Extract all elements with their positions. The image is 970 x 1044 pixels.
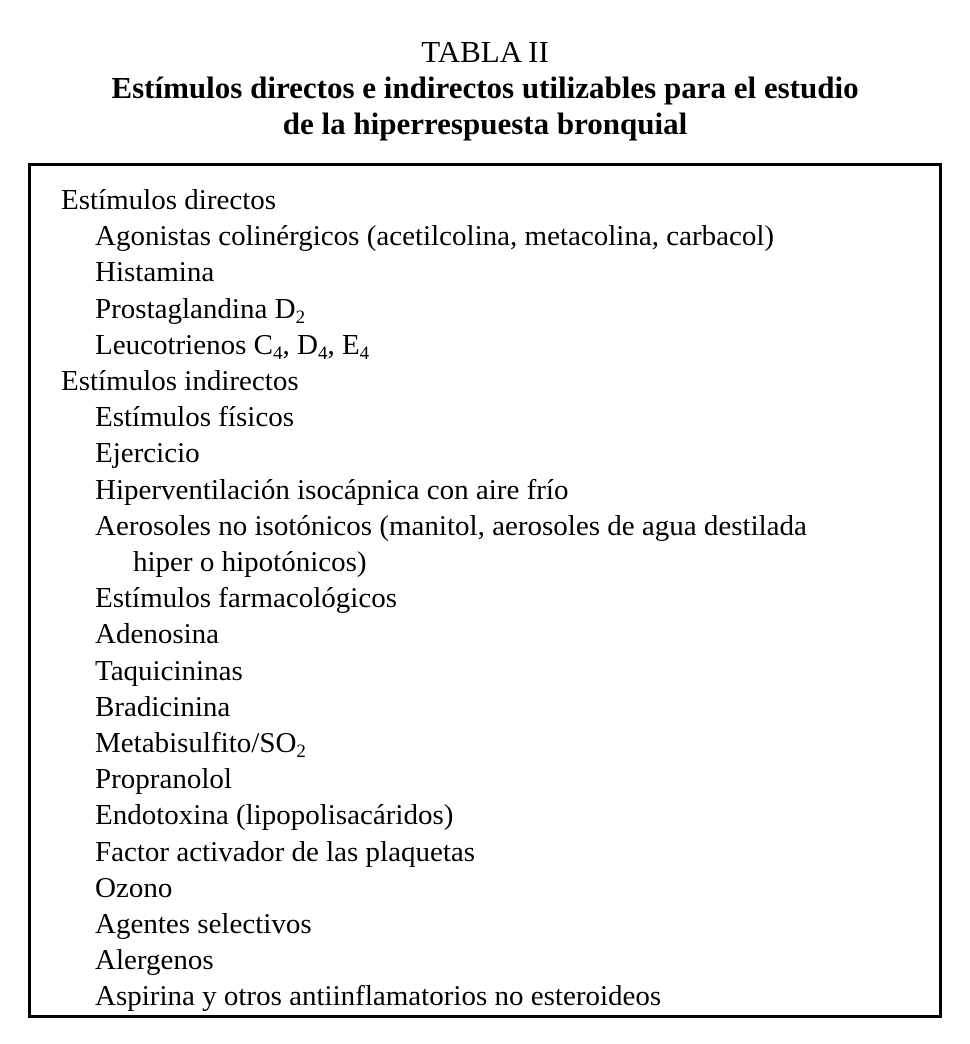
table-box xyxy=(28,163,942,1018)
leukotrienes-text: Leucotrienos C xyxy=(95,328,273,361)
list-item-paf: Factor activador de las plaquetas xyxy=(95,835,476,868)
list-item-leukotrienes xyxy=(61,327,931,363)
list-item-aerosols-continued: hiper o hipotónicos) xyxy=(133,546,367,579)
list-item-prostaglandin xyxy=(61,291,931,327)
table-title-block xyxy=(0,34,970,142)
list-item-agonists: Agonistas colinérgicos (acetilcolina, metacolina, carbacol) xyxy=(95,220,775,253)
list-item-pharmacological: Estímulos farmacológicos xyxy=(95,582,398,615)
list-item-metabisulfite xyxy=(61,725,931,761)
table-caption-line-2: de la hiperrespuesta bronquial xyxy=(282,106,688,141)
list-item-tachykinins: Taquicininas xyxy=(95,654,243,687)
leukotriene-d-text: , D xyxy=(282,328,318,361)
list-item-histamine: Histamina xyxy=(95,256,215,289)
table-caption-line-1: Estímulos directos e indirectos utilizables para el estudio xyxy=(111,70,859,105)
list-item-selective-agents: Agentes selectivos xyxy=(95,908,312,941)
metabisulfite-subscript: 2 xyxy=(296,741,306,763)
leukotriene-e-text: , E xyxy=(327,328,360,361)
section-heading-indirect: Estímulos indirectos xyxy=(61,365,299,398)
metabisulfite-text: Metabisulfito/SO xyxy=(95,727,297,760)
section-heading-direct: Estímulos directos xyxy=(61,184,277,216)
list-item-exercise: Ejercicio xyxy=(95,437,200,470)
prostaglandin-text: Prostaglandina D xyxy=(95,292,296,325)
list-item-hyperventilation: Hiperventilación isocápnica con aire frío xyxy=(95,473,569,506)
list-item-allergens: Alergenos xyxy=(95,944,214,977)
list-item-propranolol: Propranolol xyxy=(95,763,232,796)
list-item-aspirin: Aspirina y otros antiinflamatorios no esteroideos xyxy=(95,980,662,1013)
list-item-physical: Estímulos físicos xyxy=(95,401,294,434)
list-item-aerosols: Aerosoles no isotónicos (manitol, aerosoles de agua destilada xyxy=(95,509,807,542)
table-body xyxy=(61,182,931,1015)
leukotriene-c-subscript: 4 xyxy=(272,342,283,364)
leukotriene-d-subscript: 4 xyxy=(317,342,328,364)
list-item-adenosine: Adenosina xyxy=(95,618,220,651)
prostaglandin-subscript: 2 xyxy=(295,306,306,328)
table-number: TABLA II xyxy=(421,34,549,69)
list-item-ozone: Ozono xyxy=(95,871,173,904)
list-item-bradykinin: Bradicinina xyxy=(95,690,231,723)
leukotriene-e-subscript: 4 xyxy=(359,342,370,364)
list-item-endotoxin: Endotoxina (lipopolisacáridos) xyxy=(95,799,454,832)
